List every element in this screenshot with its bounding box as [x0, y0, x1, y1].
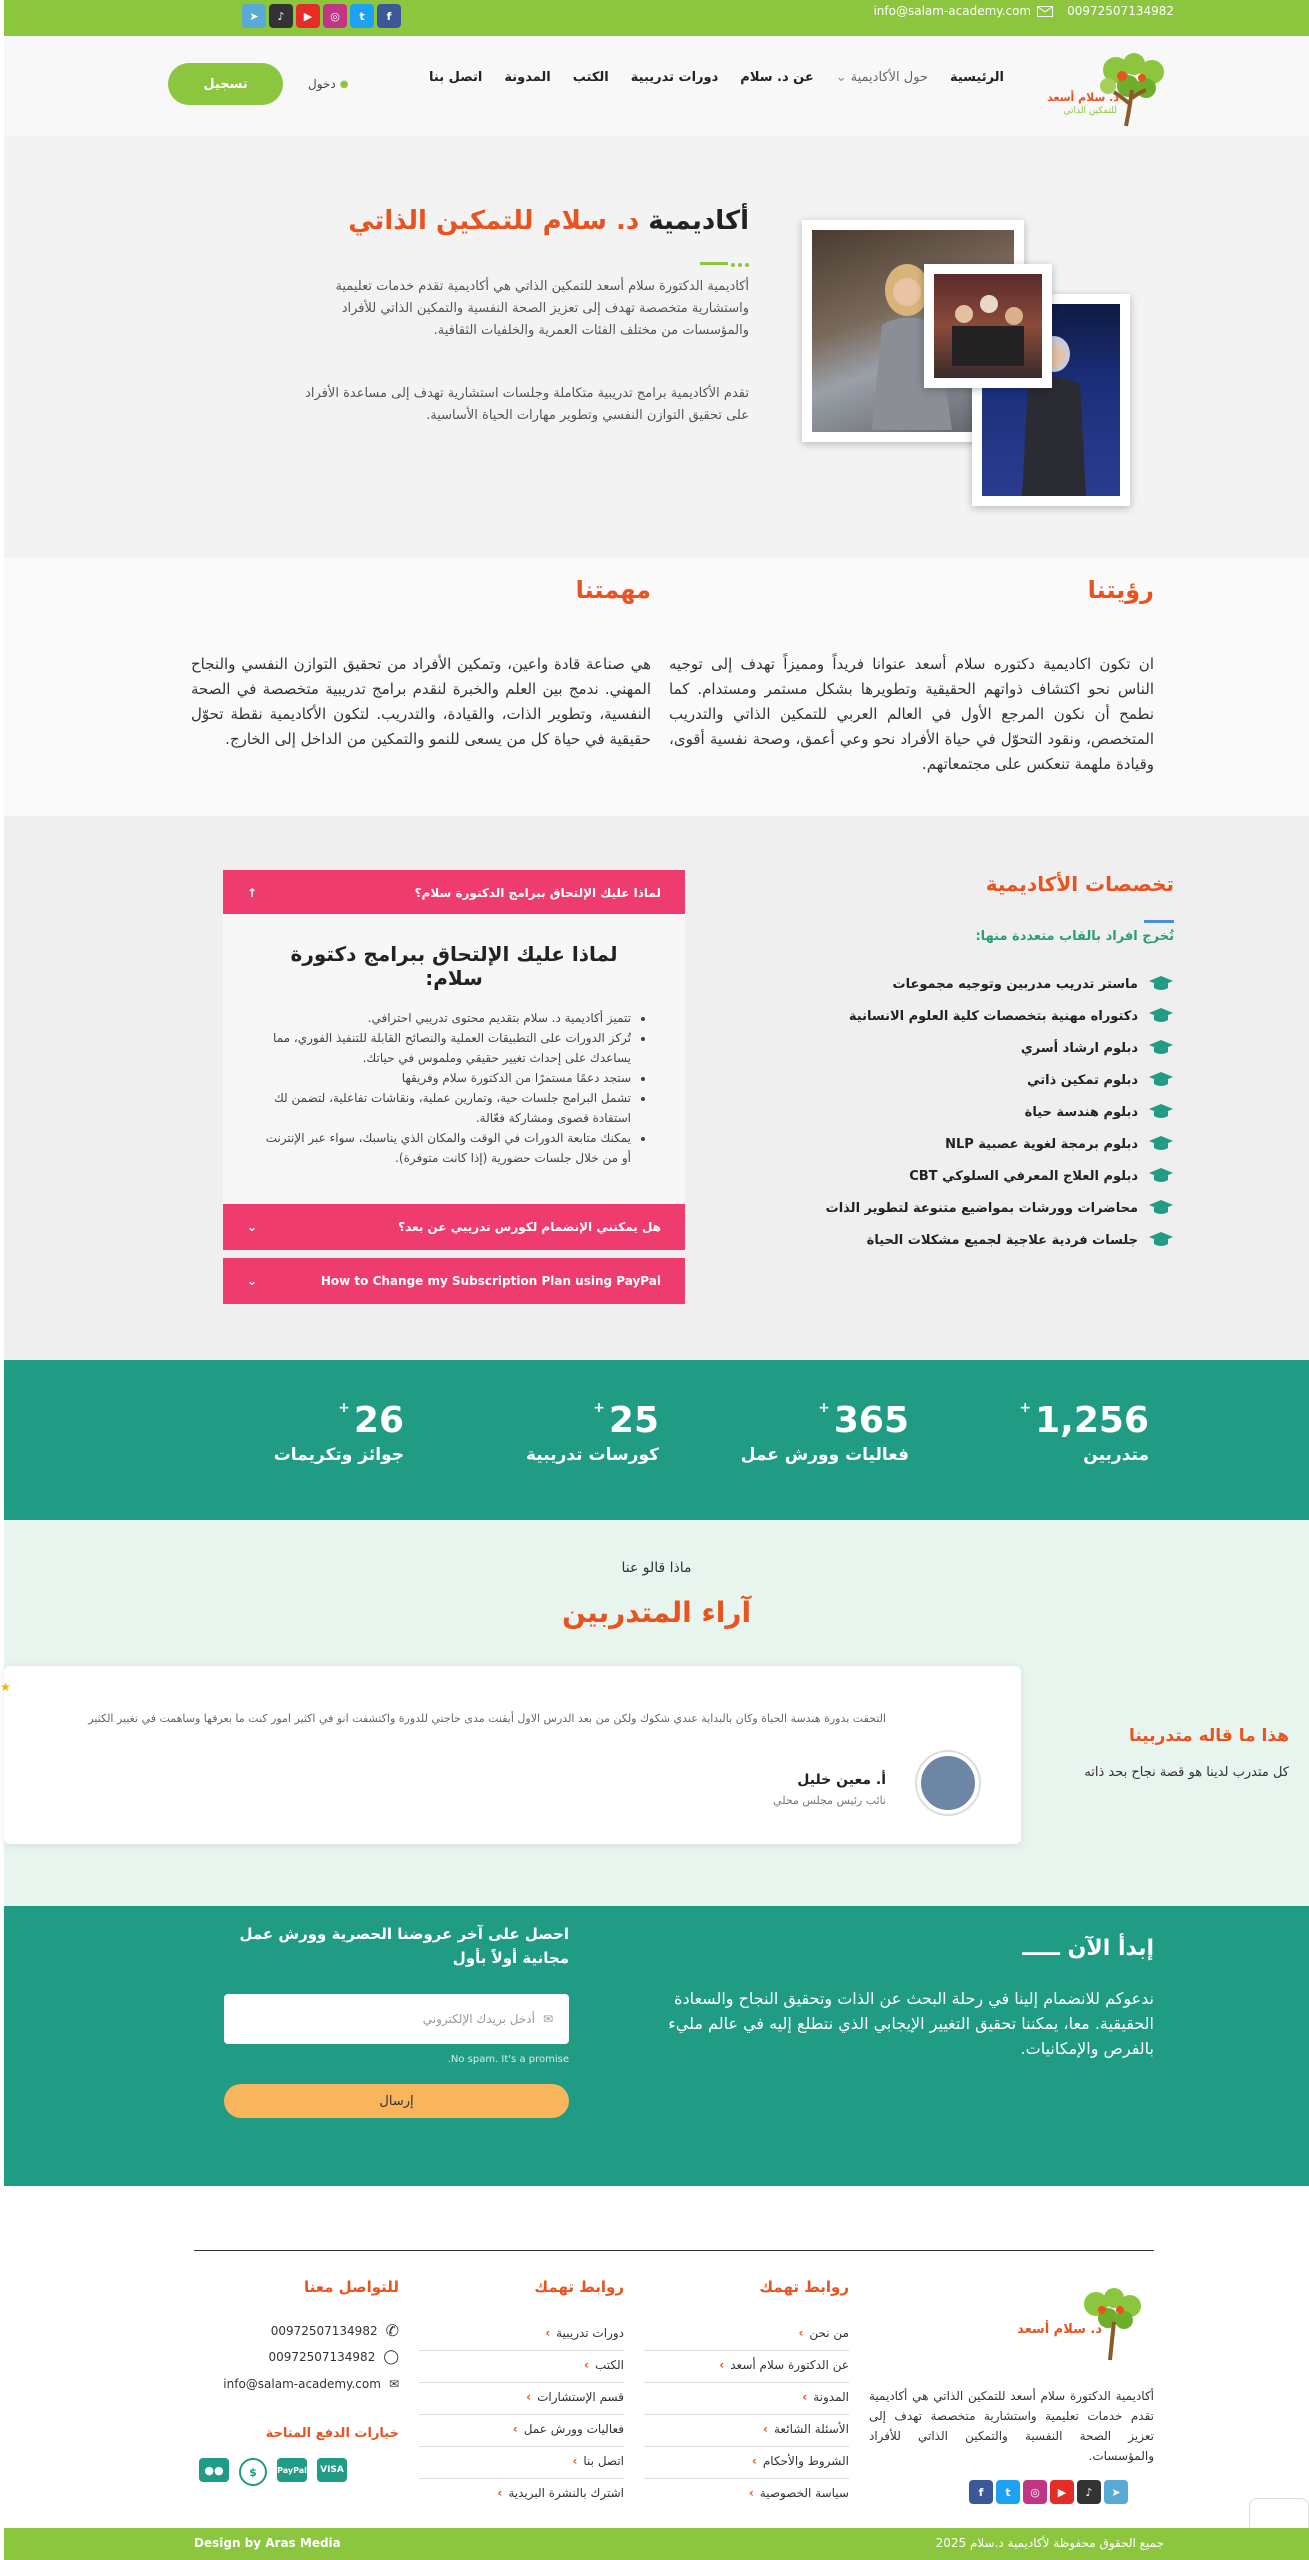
paypal-icon: PayPal — [277, 2458, 307, 2482]
footer-about: أكاديمية الدكتورة سلام أسعد للتمكين الذاتي هي أكاديمية تقدم خدمات تعليمية واستشارية متخصصة تهدف إلى تعزيز الصحة النفسية والتمكين الذاتي للأفراد والمؤسسات. — [869, 2389, 1154, 2463]
graduation-cap-icon — [1148, 1167, 1174, 1185]
plus-icon: + — [338, 1400, 350, 1416]
hero-paragraph-1: أكاديمية الدكتورة سلام أسعد للتمكين الذاتي هي أكاديمية تقدم خدمات تعليمية واستشارية متخصصة تهدف إلى تعزيز الصحة النفسية والتمكين الذاتي للأفراد والمؤسسات من مختلف الفئات العمرية والخلفيات الثقافية. — [335, 279, 749, 338]
stat-value: 365 — [833, 1400, 909, 1441]
specialty-label: جلسات فردية علاجية لجميع مشكلات الحياة — [866, 1232, 1138, 1248]
footer-logo-name: د. سلام أسعد — [1017, 2322, 1102, 2337]
plus-icon: + — [593, 1400, 605, 1416]
footer-link[interactable]: عن الدكتورة سلام أسعد › — [719, 2358, 849, 2372]
accordion-point: • يمكنك متابعة الدورات في الوقت والمكان الذي يناسبك، سواء عبر الإنترنت أو من خلال جلسات حضورية (إذا كانت متوفرة). — [263, 1128, 631, 1168]
accordion-point: • تُركز الدورات على التطبيقات العملية والنصائح القابلة للتنفيذ الفوري، مما يساعدك على إحداث تغيير حقيقي وملموس في حياتك. — [263, 1028, 631, 1068]
footer-link-divider — [419, 2446, 624, 2447]
graduation-cap-icon — [1148, 1199, 1174, 1217]
nav-item-3[interactable]: دورات تدريبية — [630, 70, 719, 85]
telegram-icon[interactable]: ➤ — [242, 4, 266, 28]
cta-section — [4, 1906, 1309, 2186]
newsletter-title: احصل على آخر عروضنا الحصرية وورش عمل مجانية أولاً بأول — [239, 1925, 569, 1967]
plus-icon: + — [818, 1400, 830, 1416]
mission-text: هي صناعة قادة واعين، وتمكين الأفراد من تحقيق التوازن النفسي والنجاح المهني. ندمج بين العلم والخبرة لنقدم برامج تدريبية متخصصة في الصحة النفسية، وتطوير الذات، والقيادة، والتدريب. لتكون الأكاديمية نقطة تحوّل حقيقية في حياة كل من يسعى للنمو والتمكين من الداخل إلى الخارج. — [191, 655, 651, 748]
footer-link[interactable]: دورات تدريبية › — [545, 2326, 624, 2340]
specialties-underline — [1122, 912, 1174, 916]
footer-social-icons — [969, 2480, 1128, 2504]
top-contacts — [873, 0, 1174, 22]
testimonial-card[interactable] — [0, 1666, 1021, 1844]
footer-divider — [194, 2250, 1154, 2251]
nav-item-1[interactable]: حول الأكاديمية — [850, 70, 928, 85]
whatsapp-icon: ◯ — [383, 2349, 399, 2365]
footer-link[interactable]: اشترك بالنشرة البريدية › — [497, 2486, 624, 2500]
facebook-icon[interactable]: f — [969, 2480, 993, 2504]
footer-link[interactable]: الشروط والأحكام › — [752, 2454, 849, 2468]
graduation-cap-icon — [1148, 1231, 1174, 1249]
register-button[interactable] — [168, 63, 283, 105]
accordion-item-3-header[interactable] — [223, 1258, 685, 1304]
footer-link-divider — [644, 2414, 849, 2415]
specialty-label: دكتوراه مهنية بتخصصات كلية العلوم الانسانية — [848, 1008, 1138, 1024]
specialty-label: ماستر تدريب مدربين وتوجيه مجموعات — [892, 976, 1138, 992]
footer-col1-title: روابط تهمك — [759, 2278, 849, 2296]
mail-icon — [1037, 6, 1053, 17]
accordion-item-2-header[interactable] — [223, 1204, 685, 1250]
footer-email[interactable] — [223, 2377, 399, 2391]
twitter-icon[interactable]: t — [350, 4, 374, 28]
specialties-title: تخصصات الأكاديمية — [985, 872, 1174, 896]
stat-number — [526, 1400, 659, 1441]
footer-link[interactable]: من نحن › — [798, 2326, 849, 2340]
instagram-icon[interactable]: ◎ — [1023, 2480, 1047, 2504]
specialties-list — [826, 968, 1174, 1256]
footer-col2-title: روابط تهمك — [534, 2278, 624, 2296]
graduation-cap-icon — [1148, 1039, 1174, 1057]
footer-link-divider — [419, 2382, 624, 2383]
bottom-bar — [4, 2528, 1309, 2560]
top-bar — [4, 0, 1309, 36]
send-label: إرسال — [379, 2093, 414, 2109]
spam-note: No spam. It's a promise. — [447, 2054, 569, 2065]
hero-title-prefix: أكاديمية — [648, 206, 749, 236]
logo-tagline: للتمكين الذاتي — [1063, 106, 1117, 116]
specialty-label: دبلوم هندسة حياة — [1024, 1104, 1138, 1120]
mission-title: مهمتنا — [575, 576, 651, 604]
footer-phone-1[interactable] — [271, 2321, 399, 2340]
hero-title-highlight: د. سلام للتمكين الذاتي — [348, 206, 640, 236]
stat-value: 1,256 — [1035, 1400, 1149, 1441]
register-label: تسجيل — [203, 76, 248, 92]
top-social-icons — [242, 4, 401, 28]
chevron-down-icon: ⌄ — [247, 1220, 258, 1234]
footer-link[interactable]: الكتب › — [584, 2358, 624, 2372]
hero-title — [348, 206, 749, 236]
specialty-label: دبلوم تمكين ذاتي — [1027, 1072, 1138, 1088]
specialty-label: دبلوم ارشاد أسري — [1020, 1040, 1138, 1056]
logo-name: د. سلام أسعد — [1047, 91, 1119, 104]
accordion-point: • تشمل البرامج جلسات حية، وتمارين عملية، ونقاشات تفاعلية، لتضمن لك استفادة قصوى ومشاركة فعّالة. — [263, 1088, 631, 1128]
visa-icon: VISA — [317, 2458, 347, 2482]
accordion-item-1-header[interactable] — [223, 870, 685, 916]
footer-link-divider — [644, 2446, 849, 2447]
site-footer — [4, 2186, 1309, 2528]
coin-icon: $ — [239, 2458, 267, 2486]
title-underline — [697, 256, 749, 260]
hero-paragraph-2: تقدم الأكاديمية برامج تدريبية متكاملة وجلسات استشارية تهدف إلى مساعدة الأفراد على تحقيق التوازن النفسي وتطوير مهارات الحياة الأساسية. — [305, 386, 749, 423]
stat-item — [741, 1400, 909, 1465]
phone-icon: ✆ — [385, 2321, 399, 2340]
graduation-cap-icon — [1148, 1103, 1174, 1121]
stat-label: كورسات تدريبية — [526, 1445, 659, 1465]
footer-link-divider — [644, 2350, 849, 2351]
footer-link[interactable]: الأسئلة الشائعة › — [763, 2422, 849, 2436]
cta-title: إبدأ الآن ـــــ — [1022, 1936, 1154, 1961]
footer-email-text: info@salam-academy.com — [223, 2377, 381, 2391]
stat-label: جوائز وتكريمات — [273, 1445, 404, 1465]
footer-link[interactable]: سياسة الخصوصية › — [749, 2486, 849, 2500]
accordion-item-1-title: لماذا عليك الإلتحاق ببرامج الدكتورة سلام؟ — [414, 886, 661, 900]
user-icon: ● — [339, 78, 349, 90]
footer-link-divider — [419, 2414, 624, 2415]
specialty-label: دبلوم برمجة لغوية عصبية NLP — [945, 1136, 1138, 1152]
footer-col3-title: للتواصل معنا — [303, 2278, 399, 2296]
accordion-points — [263, 1008, 645, 1168]
site-header — [4, 36, 1309, 136]
hero-section — [4, 136, 1309, 558]
copyright: جميع الحقوق محفوظة لأكاديمية د.سلام 2025 — [935, 2536, 1164, 2550]
stat-number — [741, 1400, 909, 1441]
footer-link-divider — [644, 2382, 849, 2383]
instagram-icon[interactable]: ◎ — [323, 4, 347, 28]
specialty-item — [826, 1096, 1174, 1128]
stat-item — [526, 1400, 659, 1465]
footer-link-divider — [419, 2478, 624, 2479]
vision-mission-section — [4, 558, 1309, 816]
specialty-item — [826, 968, 1174, 1000]
login-link[interactable] — [308, 77, 348, 91]
accordion-point: • تتميز أكاديمية د. سلام بتقديم محتوى تدريبي احترافي. — [263, 1008, 631, 1028]
nav-item-6[interactable]: اتصل بنا — [429, 70, 483, 85]
stat-item — [1019, 1400, 1149, 1465]
specialty-item — [826, 1128, 1174, 1160]
specialty-item — [826, 1064, 1174, 1096]
youtube-icon[interactable]: ▶ — [1050, 2480, 1074, 2504]
stat-value: 25 — [608, 1400, 659, 1441]
testimonials-kicker: ماذا قالو عنا — [621, 1560, 692, 1576]
specialty-item — [826, 1160, 1174, 1192]
stat-item — [274, 1400, 404, 1465]
star-icon: ★ — [0, 1680, 11, 1694]
accordion-point: • ستجد دعمًا مستمرًا من الدكتورة سلام وفريقها — [263, 1068, 631, 1088]
facebook-icon[interactable]: f — [377, 4, 401, 28]
stat-label: فعاليات وورش عمل — [740, 1445, 909, 1465]
stat-value: 26 — [353, 1400, 404, 1441]
graduation-cap-icon — [1148, 1135, 1174, 1153]
main-nav — [429, 70, 1004, 85]
footer-phone-1-text: 00972507134982 — [270, 2323, 378, 2338]
footer-logo[interactable] — [1004, 2282, 1154, 2362]
graduation-cap-icon — [1148, 1071, 1174, 1089]
mail-icon: ✉ — [542, 2012, 553, 2026]
nav-item-0[interactable]: الرئيسية — [949, 70, 1004, 85]
top-phone[interactable]: 00972507134982 — [1067, 4, 1174, 18]
specialties-subtitle: تُخرج افراد بالقاب متعددة منها: — [975, 929, 1174, 944]
testimonial-role: نائب رئيس مجلس محلي — [773, 1794, 886, 1807]
testimonials-title: آراء المتدربين — [561, 1596, 752, 1629]
payment-title: خيارات الدفع المتاحة — [265, 2426, 399, 2441]
stat-number — [1019, 1400, 1149, 1441]
testimonials-side-title: هذا ما قاله متدربينا — [1128, 1726, 1289, 1746]
footer-phone-2-text: 00972507134982 — [268, 2350, 376, 2364]
accordion-item-1-body — [223, 914, 685, 1204]
testimonial-quote: التحقت بدورة هندسة الحياة وكان بالبداية عندي شكوك ولكن من بعد الدرس الاول أيقنت مدى حاجتي للدورة واكتشفت انو في اكثير امور كنت ما بعرفها وساهمت في تغيير الكثير — [88, 1712, 886, 1725]
hero-photo-3 — [924, 264, 1052, 388]
testimonials-section — [0, 1520, 1309, 1906]
footer-link[interactable]: اتصل بنا › — [572, 2454, 624, 2468]
avatar — [917, 1752, 979, 1814]
specialty-item — [826, 1000, 1174, 1032]
mastercard-icon: ●● — [199, 2458, 229, 2482]
footer-link-divider — [644, 2478, 849, 2479]
footer-link-divider — [419, 2350, 624, 2351]
chevron-up-icon: ↑ — [247, 886, 258, 900]
specialty-item — [826, 1032, 1174, 1064]
stats-section — [4, 1360, 1309, 1520]
telegram-icon[interactable]: ➤ — [1104, 2480, 1128, 2504]
specialty-label: دبلوم العلاج المعرفي السلوكي CBT — [909, 1168, 1138, 1184]
site-logo[interactable] — [1036, 46, 1171, 128]
nav-item-2[interactable]: عن د. سلام — [740, 70, 814, 85]
tiktok-icon[interactable]: ♪ — [1077, 2480, 1101, 2504]
vision-text: ان تكون اكاديمية دكتوره سلام أسعد عنوانا فريداً ومميزاً تهدف إلى توجيه الناس نحو اكتشاف ذواتهم الحقيقية وتطويرها بشكل مستمر ومستدام. كما نطمح أن نكون المرجع الأول في العالم العربي للتمكين الذاتي والتدريب المتخصص، ونقود التحوّل في حياة الأفراد نحو وعي أعمق، وصحة نفسية أقوى، وقيادة ملهمة تنعكس على مجتمعاتهم. — [669, 655, 1154, 773]
nav-item-4[interactable]: الكتب — [572, 70, 609, 85]
nav-item-5[interactable]: المدونة — [504, 70, 551, 85]
testimonials-side-text: كل متدرب لدينا هو قصة نجاح بحد ذاته — [1084, 1765, 1289, 1780]
login-label: دخول — [308, 77, 336, 91]
top-email[interactable]: info@salam-academy.com — [873, 4, 1053, 18]
cta-text: ندعوكم للانضمام إلينا في رحلة البحث عن الذات وتحقيق النجاح والسعادة الحقيقية. معا، يمكننا تحقيق التغيير الإيجابي الذي نتطلع إليه في عالم مليء بالفرص والإمكانيات. — [668, 1989, 1154, 2058]
footer-link[interactable]: قسم الإستشارات › — [526, 2390, 624, 2404]
specialty-label: محاضرات وورشات بمواضيع متنوعة لتطوير الذات — [825, 1200, 1138, 1216]
footer-link[interactable]: المدونة › — [802, 2390, 849, 2404]
footer-link[interactable]: فعاليات وورش عمل › — [513, 2422, 624, 2436]
accordion-item-2-title: هل يمكنني الإنضمام لكورس تدريبي عن بعد؟ — [398, 1220, 661, 1234]
plus-icon: + — [1019, 1400, 1032, 1416]
chevron-down-icon: ⌄ — [247, 1274, 258, 1288]
specialty-item — [826, 1224, 1174, 1256]
specialty-item — [826, 1192, 1174, 1224]
vision-title: رؤيتنا — [1087, 576, 1154, 604]
tiktok-icon[interactable]: ♪ — [269, 4, 293, 28]
footer-phone-2[interactable] — [268, 2349, 399, 2365]
accordion-body-title: لماذا عليك الإلتحاق ببرامج دكتورة سلام: — [290, 942, 618, 990]
graduation-cap-icon — [1148, 1007, 1174, 1025]
stat-label: متدربين — [1083, 1445, 1149, 1465]
email-placeholder: أدخل بريدك الإلكتروني — [422, 2012, 535, 2026]
accordion-item-3-title: How to Change my Subscription Plan using PayPal — [320, 1274, 661, 1288]
design-credit[interactable]: Design by Aras Media — [194, 2536, 341, 2550]
envelope-icon: ✉ — [388, 2377, 399, 2391]
payment-icons — [199, 2458, 347, 2486]
twitter-icon[interactable]: t — [996, 2480, 1020, 2504]
send-button[interactable] — [224, 2084, 569, 2118]
graduation-cap-icon — [1148, 975, 1174, 993]
youtube-icon[interactable]: ▶ — [296, 4, 320, 28]
chevron-down-icon: ⌄ — [835, 70, 847, 85]
testimonial-name: أ. معين خليل — [797, 1772, 886, 1788]
newsletter-email-input[interactable] — [224, 1994, 569, 2044]
stat-number — [274, 1400, 404, 1441]
